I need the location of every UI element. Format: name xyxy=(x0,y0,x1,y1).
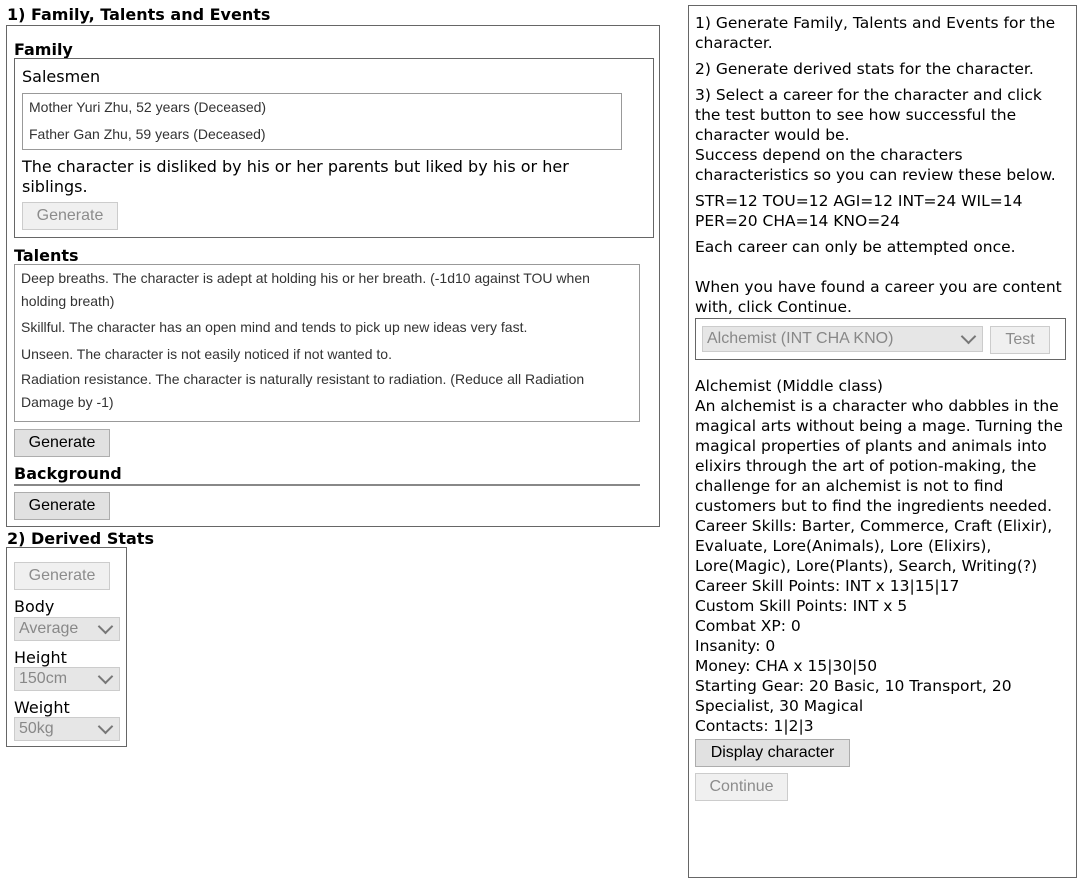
display-character-button[interactable]: Display character xyxy=(695,739,850,767)
continue-button[interactable]: Continue xyxy=(695,773,788,801)
career-title: Alchemist (Middle class) xyxy=(695,377,883,395)
background-generate-button[interactable]: Generate xyxy=(14,492,110,520)
list-item[interactable]: Unseen. The character is not easily noticed if not wanted to. xyxy=(21,346,392,362)
stats-line-1: STR=12 TOU=12 AGI=12 INT=24 WIL=14 xyxy=(695,192,1023,210)
family-heading: Family xyxy=(14,40,73,59)
chevron-down-icon xyxy=(961,329,977,345)
combat-xp: Combat XP: 0 xyxy=(695,617,801,635)
background-heading: Background xyxy=(14,464,640,486)
found-text: When you have found a career you are content with, click Continue. xyxy=(695,278,1062,316)
chevron-down-icon xyxy=(98,719,114,735)
talents-generate-button[interactable]: Generate xyxy=(14,429,110,457)
section1-panel xyxy=(6,25,660,527)
step1-text: 1) Generate Family, Talents and Events for the character. xyxy=(695,14,1056,52)
career-select-box xyxy=(695,318,1066,360)
derived-generate-button[interactable]: Generate xyxy=(14,562,110,590)
body-label: Body xyxy=(14,597,55,616)
chevron-down-icon xyxy=(98,669,114,685)
instructions-panel xyxy=(688,5,1077,878)
family-generate-button[interactable]: Generate xyxy=(22,202,118,230)
family-box xyxy=(14,58,654,238)
list-item[interactable]: Skillful. The character has an open mind and tends to pick up new ideas very fast. xyxy=(21,319,528,335)
career-skills: Career Skills: Barter, Commerce, Craft (Elixir), Evaluate, Lore(Animals), Lore (Elixirs), Lore(Magic), Lore(Plants), Search, Writing(?) xyxy=(695,517,1053,575)
career-description: An alchemist is a character who dabbles in the magical arts without being a mage. Turning the magical properties of plants and animals into elixirs through the art of potion-making, the challenge for an alchemist is not to find customers but to find the ingredients needed. xyxy=(695,397,1063,515)
contacts: Contacts: 1|2|3 xyxy=(695,717,814,735)
insanity: Insanity: 0 xyxy=(695,637,776,655)
test-button[interactable]: Test xyxy=(990,326,1050,354)
height-select[interactable] xyxy=(14,667,120,691)
body-select[interactable] xyxy=(14,617,120,641)
section2-title: 2) Derived Stats xyxy=(7,529,154,548)
family-relation: The character is disliked by his or her parents but liked by his or her siblings. xyxy=(22,157,569,196)
talents-list[interactable] xyxy=(14,264,640,422)
career-select[interactable] xyxy=(702,326,983,352)
list-item[interactable]: Father Gan Zhu, 59 years (Deceased) xyxy=(29,126,266,142)
money: Money: CHA x 15|30|50 xyxy=(695,657,878,675)
list-item[interactable]: Mother Yuri Zhu, 52 years (Deceased) xyxy=(29,99,267,115)
step2-text: 2) Generate derived stats for the character. xyxy=(695,60,1034,78)
career-value: Alchemist (INT CHA KNO) xyxy=(707,330,894,347)
height-label: Height xyxy=(14,648,67,667)
talents-heading: Talents xyxy=(14,246,79,265)
derived-stats-panel xyxy=(6,547,127,747)
family-type: Salesmen xyxy=(22,67,101,86)
weight-value: 50kg xyxy=(19,720,54,737)
height-value: 150cm xyxy=(19,670,68,687)
section1-title: 1) Family, Talents and Events xyxy=(7,5,271,24)
career-skill-points: Career Skill Points: INT x 13|15|17 xyxy=(695,577,960,595)
starting-gear: Starting Gear: 20 Basic, 10 Transport, 20 Specialist, 30 Magical xyxy=(695,677,1012,715)
weight-select[interactable] xyxy=(14,717,120,741)
step3-text: 3) Select a career for the character and click the test button to see how successful the character would be. xyxy=(695,86,1042,144)
weight-label: Weight xyxy=(14,698,70,717)
success-text: Success depend on the characters characteristics so you can review these below. xyxy=(695,146,1056,184)
once-text: Each career can only be attempted once. xyxy=(695,238,1016,256)
family-members-list[interactable] xyxy=(22,93,622,150)
body-value: Average xyxy=(19,620,79,637)
chevron-down-icon xyxy=(98,619,114,635)
custom-skill-points: Custom Skill Points: INT x 5 xyxy=(695,597,908,615)
list-item[interactable]: Deep breaths. The character is adept at holding his or her breath. (-1d10 against TOU when holding breath) xyxy=(21,270,590,309)
stats-line-2: PER=20 CHA=14 KNO=24 xyxy=(695,212,900,230)
list-item[interactable]: Radiation resistance. The character is naturally resistant to radiation. (Reduce all Radiation Damage by -1) xyxy=(21,371,585,410)
